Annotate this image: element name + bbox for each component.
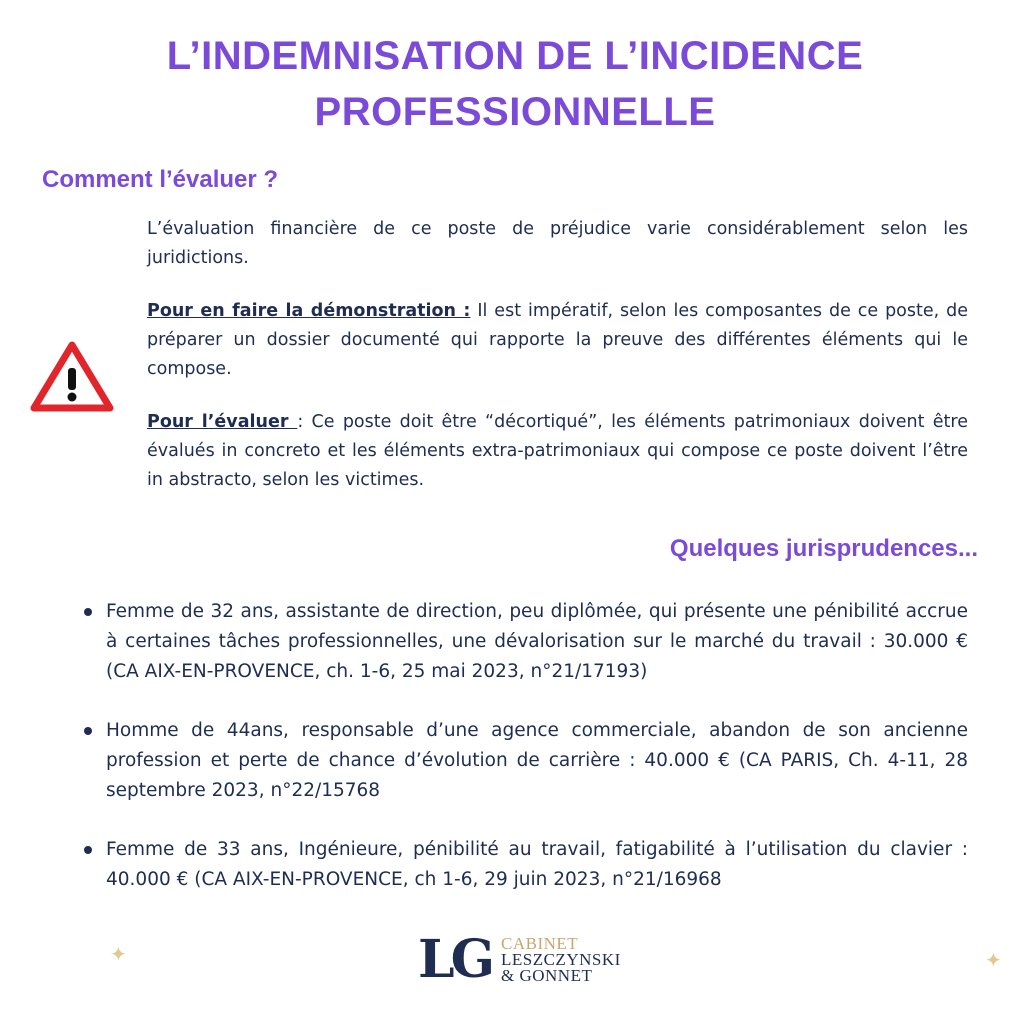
sparkle-icon: ✦: [985, 948, 1002, 972]
logo-mark: LG: [418, 929, 491, 990]
intro-paragraph-3: [147, 408, 968, 495]
bullet-icon: [84, 846, 92, 854]
logo: [418, 930, 621, 990]
logo-text: [501, 936, 621, 984]
intro-paragraph-1: L’évaluation financière de ce poste de préjudice varie considérablement selon les juridictions.: [147, 219, 968, 268]
case-text: Homme de 44ans, responsable d’une agence commerciale, abandon de son ancienne profession et perte de chance d’évolution de carrière : 40.000 € (CA PARIS, Ch. 4-11, 28 septembre 2023, n°22/15768: [106, 720, 968, 801]
bullet-icon: [84, 727, 92, 735]
title-line-2: PROFESSIONNELLE: [314, 90, 716, 134]
evaluate-text: : Ce poste doit être “décortiqué”, les éléments patrimoniaux doivent être évalués in concreto et les éléments extra-patrimoniaux qui compose ce poste doivent l’être in abstracto, selon les victimes.: [147, 412, 968, 490]
demonstration-text: Il est impératif, selon les composantes de ce poste, de préparer un dossier documenté qui rapporte la preuve des différentes éléments qui le compose.: [147, 301, 968, 379]
jurisprudence-heading: Quelques jurisprudences...: [669, 535, 978, 562]
list-item: [82, 716, 968, 806]
intro-text: [147, 215, 968, 519]
warning-triangle-icon: [30, 340, 114, 412]
demonstration-label: Pour en faire la démonstration :: [147, 301, 471, 321]
jurisprudence-list: [82, 597, 968, 924]
page-title: [0, 28, 1030, 140]
case-text: Femme de 32 ans, assistante de direction, peu diplômée, qui présente une pénibilité accrue à certaines tâches professionnelles, une dévalorisation sur le marché du travail : 30.000 € (CA AIX-EN-PROVENCE, ch. 1-6, 25 mai 2023, n°21/17193): [106, 601, 968, 682]
logo-line-2: LESZCZYNSKI: [500, 950, 621, 969]
section-heading-evaluate: Comment l’évaluer ?: [42, 166, 279, 193]
logo-line-3: & GONNET: [500, 966, 593, 985]
title-line-1: L’INDEMNISATION DE L’INCIDENCE: [166, 34, 864, 78]
logo-line-1: CABINET: [500, 934, 579, 953]
list-item: [82, 597, 968, 687]
intro-paragraph-2: [147, 297, 968, 384]
evaluate-label: Pour l’évaluer: [147, 412, 298, 432]
bullet-icon: [84, 608, 92, 616]
case-text: Femme de 33 ans, Ingénieure, pénibilité au travail, fatigabilité à l’utilisation du clavier : 40.000 € (CA AIX-EN-PROVENCE, ch 1-6, 29 juin 2023, n°21/16968: [106, 839, 968, 890]
list-item: [82, 835, 968, 895]
sparkle-icon: ✦: [110, 942, 127, 966]
